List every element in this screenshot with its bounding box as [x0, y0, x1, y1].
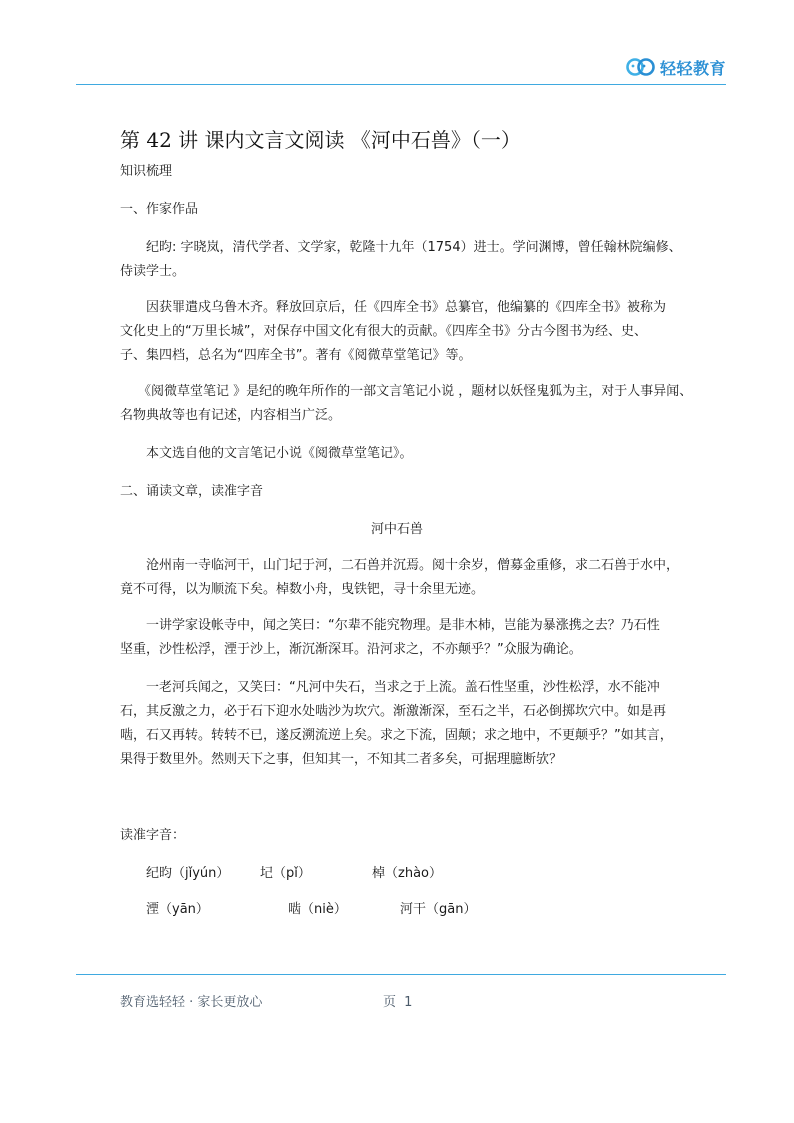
paragraph-line: 文化史上的“万里长城”，对保存中国文化有很大的贡献。《四库全书》分古今图书为经、史、 — [120, 324, 647, 339]
paragraph-line: 子、集四档，总名为“四库全书”。著有《阅微草堂笔记》等。 — [120, 348, 472, 363]
header-divider — [76, 84, 726, 85]
paragraph-line: 名物典故等也有记述，内容相当广泛。 — [120, 408, 342, 423]
page-title: 第 42 讲 课内文言文阅读 《河中石兽》（一） — [120, 128, 521, 152]
article-line: 一讲学家设帐寺中，闻之笑曰：“尔辈不能究物理。是非木杮，岂能为暴涨携之去？乃石性 — [146, 618, 660, 633]
article-title: 河中石兽 — [370, 522, 423, 537]
article-line: 竟不可得，以为顺流下矣。棹数小舟，曳铁钯，寻十余里无迹。 — [120, 582, 485, 597]
pronounce-heading: 读准字音： — [120, 828, 186, 843]
pronunciation-item: 纪昀（jǐyún） — [146, 866, 230, 881]
section2-heading: 二、诵读文章，读准字音 — [120, 484, 264, 499]
footer-divider — [76, 974, 726, 975]
article-line: 一老河兵闻之，又笑曰：“凡河中失石，当求之于上流。盖石性坚重，沙性松浮，水不能冲 — [146, 680, 660, 695]
paragraph-line: 《阅微草堂笔记 》是纪的晚年所作的一部文言笔记小说 ，题材以妖怪鬼狐为主，对于人事异闻、 — [138, 384, 693, 399]
brand-logo — [626, 54, 726, 80]
footer-slogan: 教育选轻轻 · 家长更放心 — [120, 995, 263, 1010]
pronunciation-item: 啮（niè） — [288, 902, 347, 917]
brand-name: 轻轻教育 — [660, 58, 727, 78]
qingqing-logo-icon — [626, 56, 656, 78]
page-number: 页 1 — [383, 995, 415, 1010]
article-line: 果得于数里外。然则天下之事，但知其一，不知其二者多矣，可据理臆断欤？ — [120, 752, 563, 767]
article-line: 石，其反激之力，必于石下迎水处啮沙为坎穴。渐激渐深，至石之半，石必倒掷坎穴中。如是再 — [120, 704, 667, 719]
article-line: 坚重，沙性松浮，湮于沙上，渐沉渐深耳。沿河求之，不亦颠乎？”众服为确论。 — [120, 642, 582, 657]
pronunciation-item: 湮（yān） — [146, 902, 209, 917]
pronunciation-item: 河干（gān） — [400, 902, 477, 917]
section1-heading: 一、作家作品 — [120, 202, 199, 217]
pronunciation-item: 棹（zhào） — [372, 866, 442, 881]
article-line: 啮，石又再转。转转不已，遂反溯流逆上矣。求之下流，固颠；求之地中，不更颠乎？”如其言， — [120, 728, 673, 743]
paragraph-line: 本文选自他的文言笔记小说《阅微草堂笔记》。 — [146, 446, 413, 461]
paragraph-line: 侍读学士。 — [120, 264, 186, 279]
article-line: 沧州南一寺临河干，山门圮于河，二石兽并沉焉。阅十余岁，僧募金重修，求二石兽于水中， — [146, 558, 680, 573]
paragraph-line: 因获罪遣戍乌鲁木齐。释放回京后，任《四库全书》总纂官，他编纂的《四库全书》被称为 — [146, 300, 667, 315]
section-knowledge-heading: 知识梳理 — [120, 164, 173, 179]
paragraph-line: 纪昀: 字晓岚，清代学者、文学家，乾隆十九年（1754）进士。学问渊博，曾任翰林院编修、 — [146, 240, 682, 255]
pronunciation-item: 圮（pǐ） — [260, 866, 311, 881]
